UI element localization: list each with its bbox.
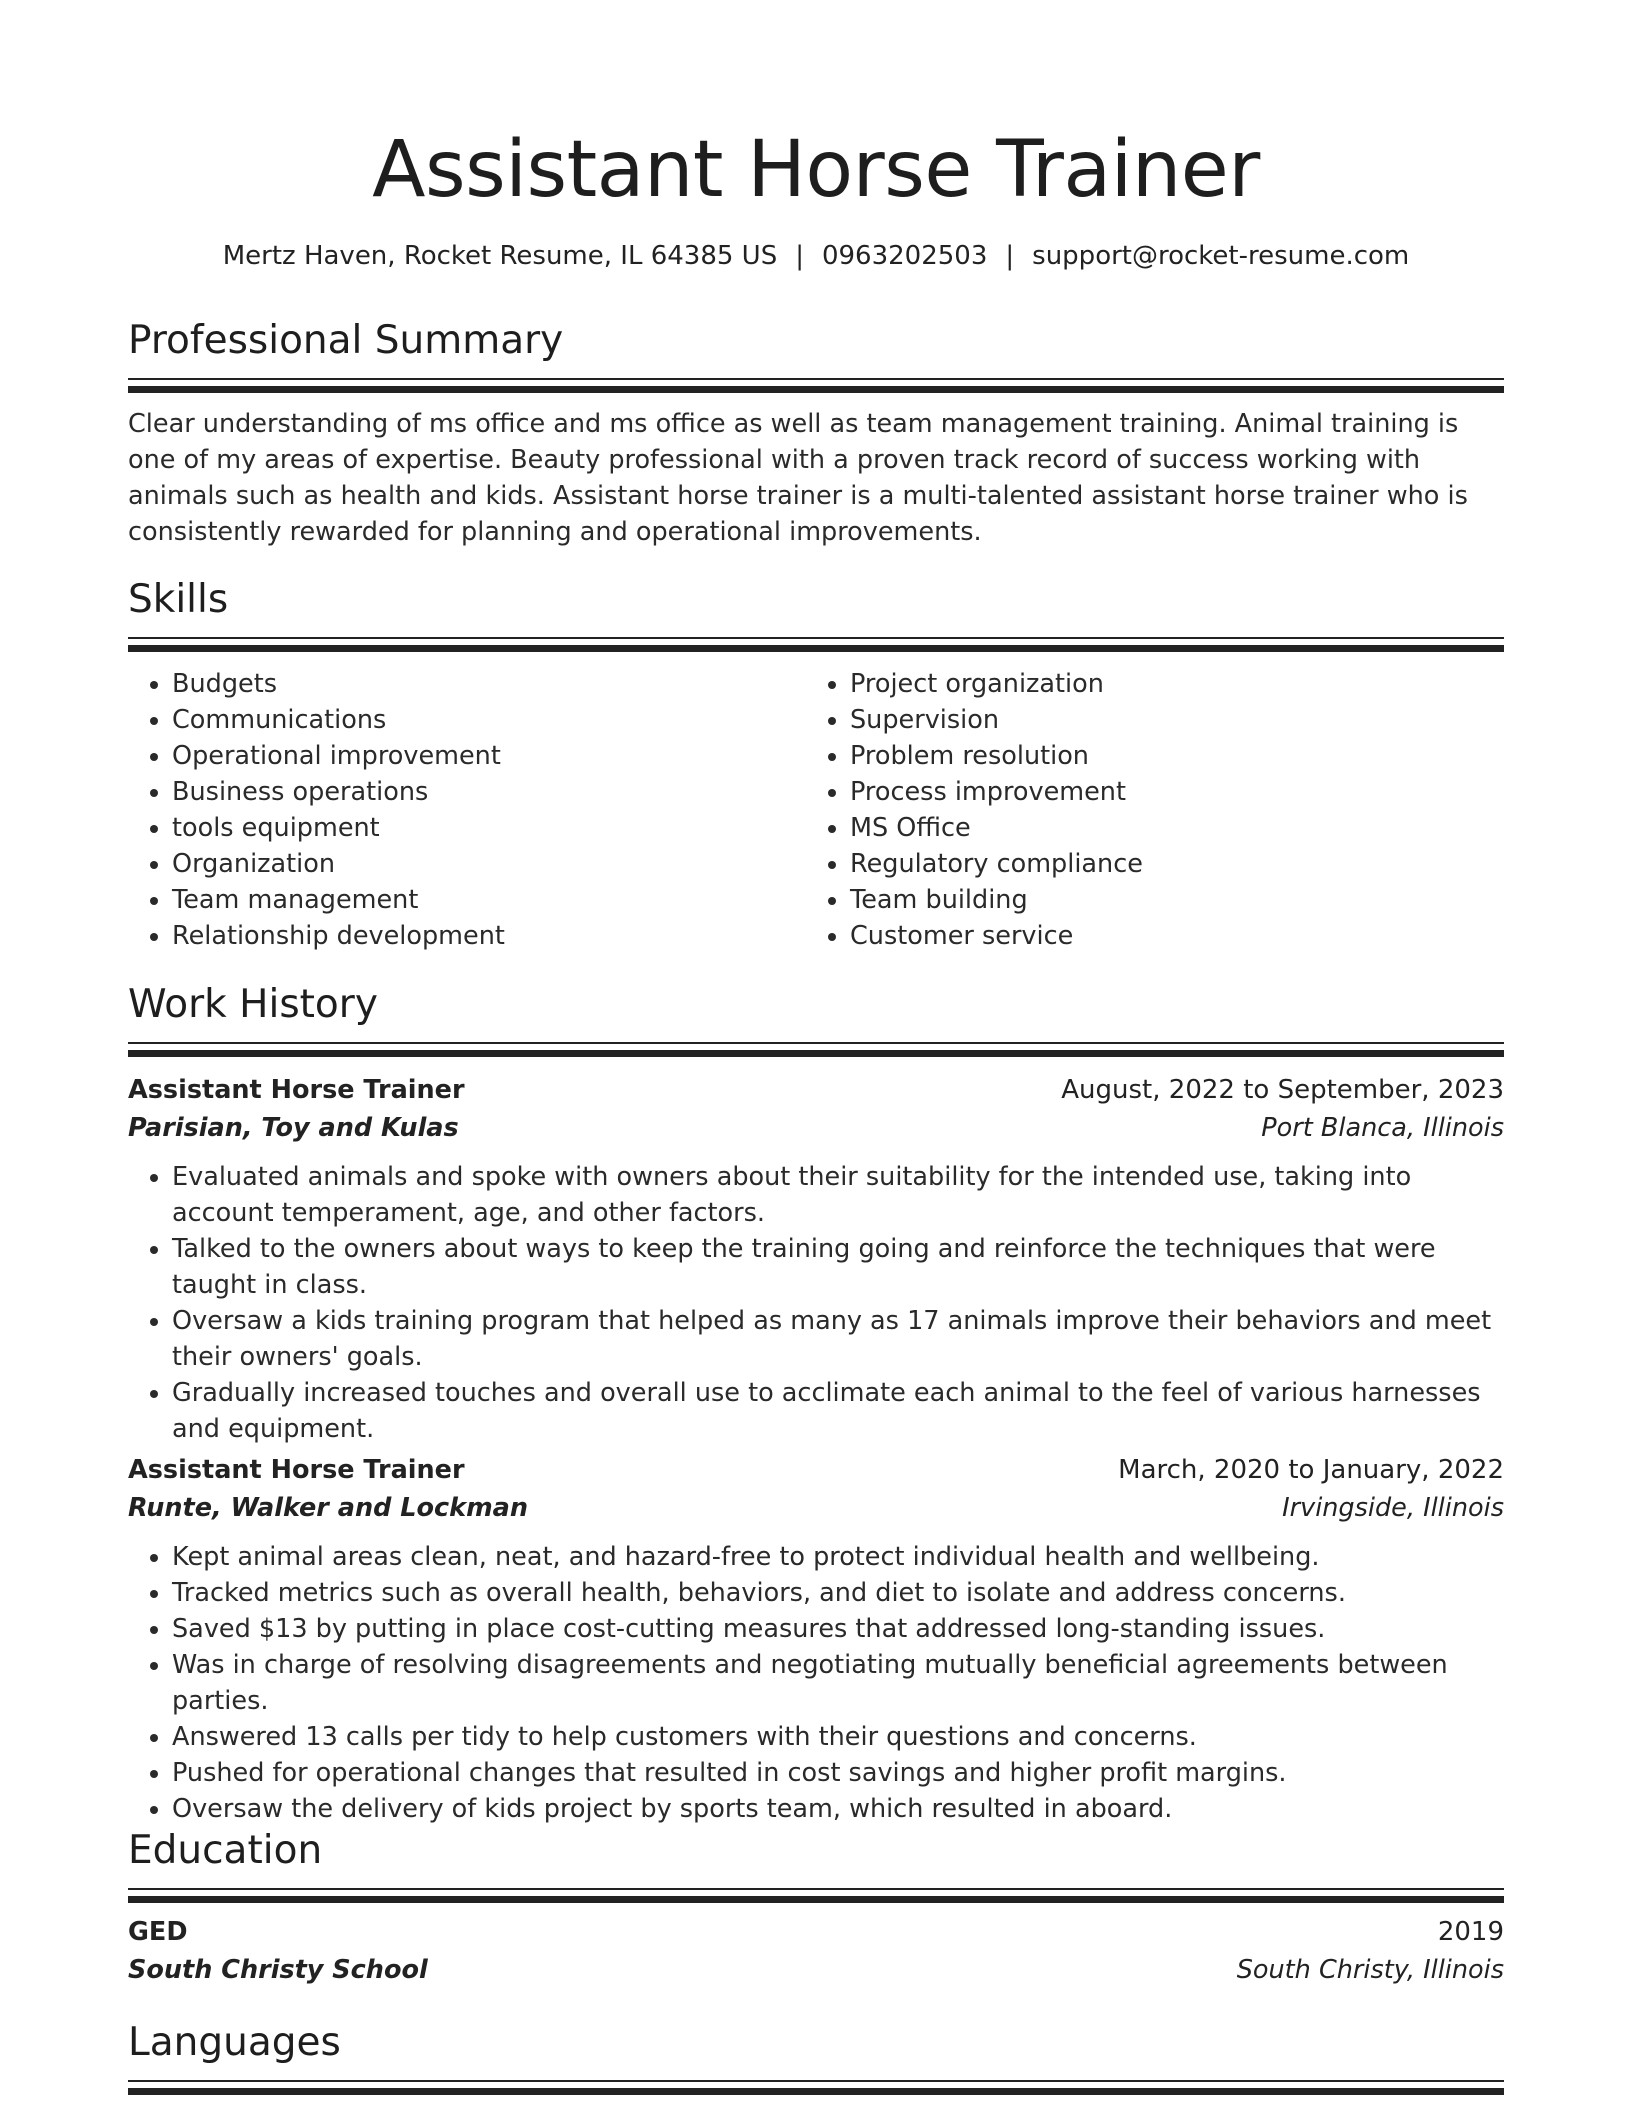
- languages-section-header: [128, 2018, 1504, 2095]
- job-bullet: • Was in charge of resolving disagreements and negotiating mutually beneficial agreements between parties.: [172, 1647, 1504, 1719]
- skills-column-right: [806, 666, 1484, 954]
- job-bullet: • Evaluated animals and spoke with owners about their suitability for the intended use, taking into account temperament, age, and other factors.: [172, 1159, 1504, 1231]
- job-bullet: • Oversaw a kids training program that helped as many as 17 animals improve their behaviors and meet their owners' goals.: [172, 1303, 1504, 1375]
- education-section-header: [128, 1826, 1504, 1903]
- contact-separator: |: [1005, 241, 1015, 271]
- section-divider: [128, 1042, 1504, 1057]
- contact-address: Mertz Haven, Rocket Resume, IL 64385 US: [222, 241, 778, 271]
- skill-item: • Team management: [172, 882, 806, 918]
- education-entry: [128, 1913, 1504, 1989]
- contact-phone: 0963202503: [821, 241, 988, 271]
- contact-separator: |: [795, 241, 804, 271]
- job-bullet: • Gradually increased touches and overall use to acclimate each animal to the feel of various harnesses and equipment.: [172, 1375, 1504, 1447]
- skills-list: [128, 666, 1504, 954]
- skill-item: • Project organization: [850, 666, 1484, 702]
- education-school: South Christy School: [128, 1955, 428, 1985]
- education-heading: Education: [128, 1828, 323, 1873]
- skill-item: • MS Office: [850, 810, 1484, 846]
- job-dates: March, 2020 to January, 2022: [1118, 1455, 1504, 1485]
- education-year: 2019: [1437, 1917, 1504, 1947]
- education-degree: GED: [128, 1917, 188, 1947]
- job-bullets: [128, 1539, 1504, 1827]
- job-location: Port Blanca, Illinois: [1261, 1113, 1504, 1143]
- skill-item: • Operational improvement: [172, 738, 806, 774]
- skill-item: • Supervision: [850, 702, 1484, 738]
- contact-line: [128, 238, 1504, 274]
- section-divider: [128, 637, 1504, 652]
- summary-text: Clear understanding of ms office and ms office as well as team management training. Animal training is one of my areas of expertise. Beauty professional with a proven track record of success working with animals such as health and kids. Assistant horse trainer is a multi-talented assistant horse trainer who is consistently rewarded for planning and operational improvements.: [128, 409, 1468, 547]
- education-location: South Christy, Illinois: [1236, 1955, 1504, 1985]
- skills-section-header: [128, 575, 1504, 652]
- job-bullet: • Pushed for operational changes that resulted in cost savings and higher profit margins.: [172, 1755, 1504, 1791]
- skills-heading: Skills: [128, 577, 229, 622]
- skill-item: • Business operations: [172, 774, 806, 810]
- contact-email[interactable]: support@rocket-resume.com: [1032, 241, 1410, 271]
- job-company: Parisian, Toy and Kulas: [128, 1113, 459, 1143]
- work-heading: Work History: [128, 982, 378, 1027]
- section-divider: [128, 2080, 1504, 2095]
- job-bullet: • Oversaw the delivery of kids project by sports team, which resulted in aboard.: [172, 1791, 1504, 1827]
- job-title: Assistant Horse Trainer: [128, 1455, 465, 1485]
- job-dates: August, 2022 to September, 2023: [1061, 1075, 1504, 1105]
- job-entry: [128, 1451, 1504, 1827]
- skill-item: • Organization: [172, 846, 806, 882]
- resume-name: Assistant Horse Trainer: [372, 125, 1260, 215]
- job-entry: [128, 1071, 1504, 1447]
- summary-heading: Professional Summary: [128, 318, 564, 363]
- skill-item: • Relationship development: [172, 918, 806, 954]
- skill-item: • Communications: [172, 702, 806, 738]
- languages-heading: Languages: [128, 2020, 341, 2065]
- skill-item: • Budgets: [172, 666, 806, 702]
- job-title: Assistant Horse Trainer: [128, 1075, 465, 1105]
- job-bullets: [128, 1159, 1504, 1447]
- skill-item: • Problem resolution: [850, 738, 1484, 774]
- skill-item: • Regulatory compliance: [850, 846, 1484, 882]
- work-section-header: [128, 980, 1504, 1057]
- job-company: Runte, Walker and Lockman: [128, 1493, 529, 1523]
- job-bullet: • Saved $13 by putting in place cost-cutting measures that addressed long-standing issues.: [172, 1611, 1504, 1647]
- job-bullet: • Talked to the owners about ways to keep the training going and reinforce the techniques that were taught in class.: [172, 1231, 1504, 1303]
- job-bullet: • Tracked metrics such as overall health, behaviors, and diet to isolate and address concerns.: [172, 1575, 1504, 1611]
- job-bullet: • Kept animal areas clean, neat, and hazard-free to protect individual health and wellbeing.: [172, 1539, 1504, 1575]
- skill-item: • tools equipment: [172, 810, 806, 846]
- section-divider: [128, 1888, 1504, 1903]
- section-divider: [128, 378, 1504, 393]
- summary-section-header: [128, 316, 1504, 393]
- job-bullet: • Answered 13 calls per tidy to help customers with their questions and concerns.: [172, 1719, 1504, 1755]
- skill-item: • Process improvement: [850, 774, 1484, 810]
- skill-item: • Team building: [850, 882, 1484, 918]
- skills-column-left: [128, 666, 806, 954]
- skill-item: • Customer service: [850, 918, 1484, 954]
- job-location: Irvingside, Illinois: [1282, 1493, 1504, 1523]
